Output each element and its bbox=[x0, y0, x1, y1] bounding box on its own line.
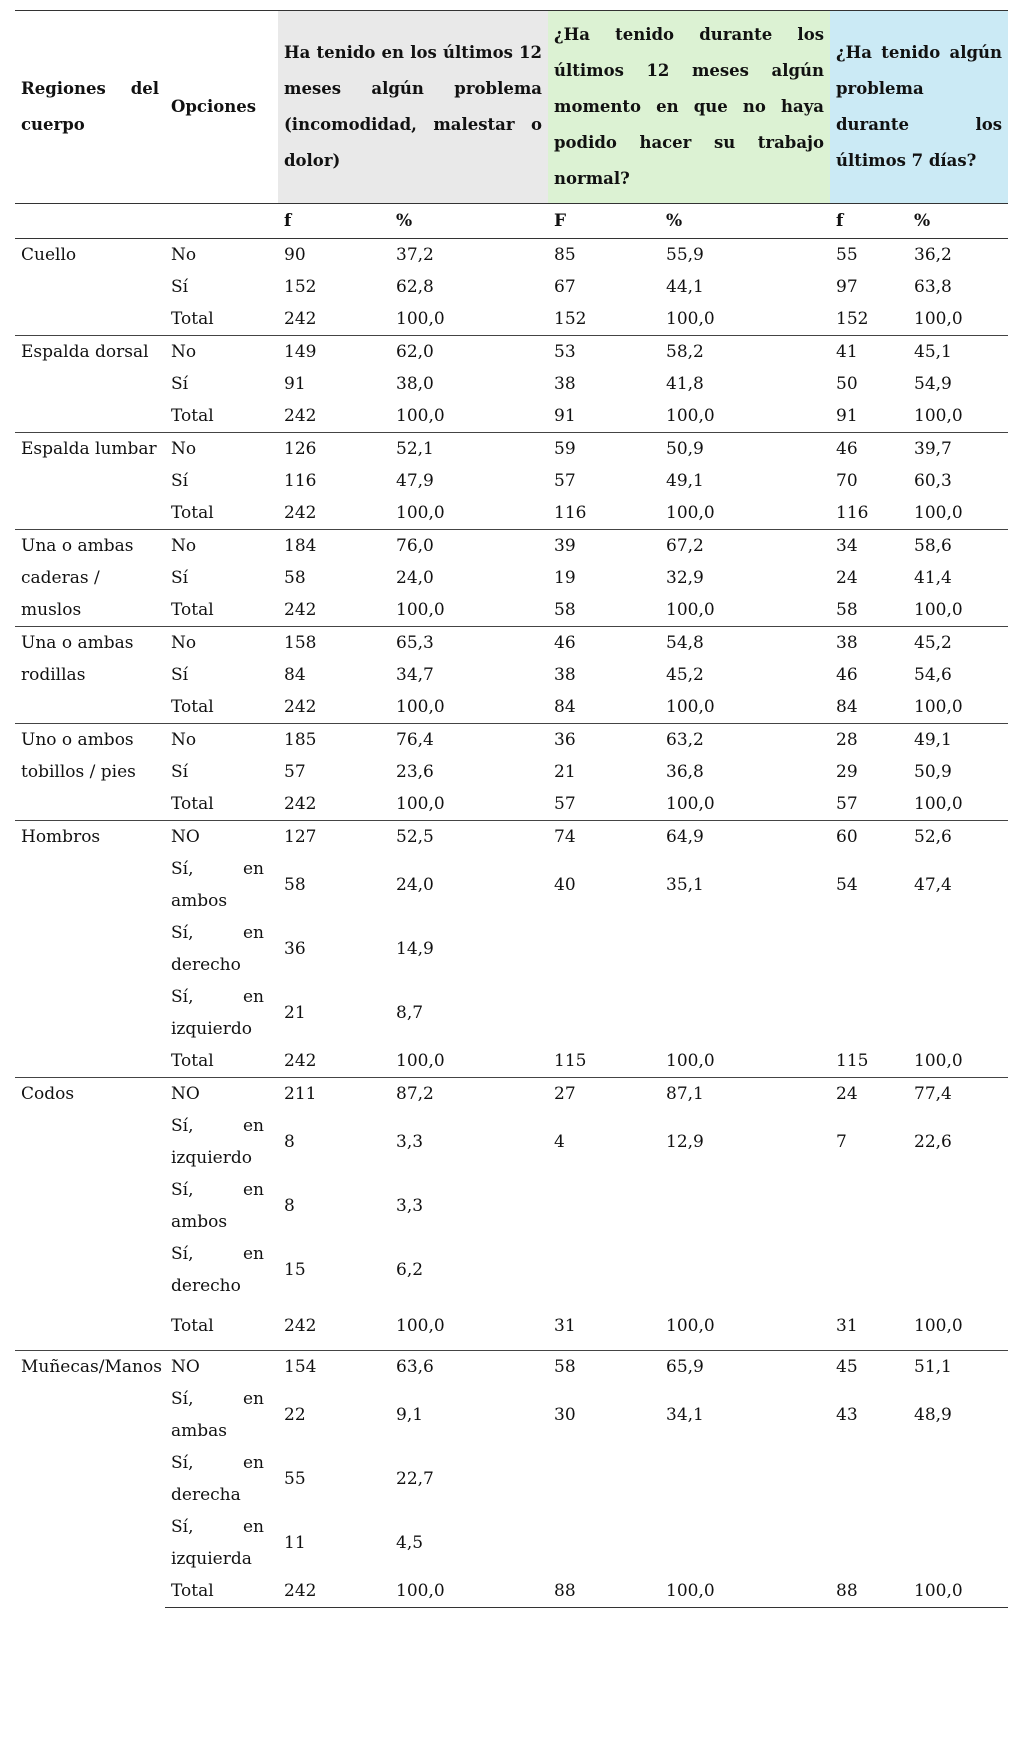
value-cell: 87,2 bbox=[390, 1078, 548, 1111]
value-cell: 100,0 bbox=[914, 600, 963, 620]
value-cell: 100,0 bbox=[914, 1316, 963, 1336]
value-cell: 45,2 bbox=[666, 665, 704, 685]
region-cell: Muñecas/Manos bbox=[15, 1351, 165, 1608]
value-cell: 3,3 bbox=[396, 1132, 424, 1152]
value-cell: 149 bbox=[278, 336, 390, 369]
value-cell: 46 bbox=[548, 627, 660, 660]
value-cell: 58,6 bbox=[908, 530, 1008, 563]
value-cell: 39 bbox=[548, 530, 660, 563]
value-cell: 100,0 bbox=[666, 1051, 715, 1071]
value-cell: 65,9 bbox=[660, 1351, 830, 1384]
value-cell: 152 bbox=[836, 309, 869, 329]
value-cell: 58 bbox=[284, 568, 306, 588]
value-cell: 23,6 bbox=[396, 762, 434, 782]
option-cell: No bbox=[165, 627, 278, 660]
value-cell: 58 bbox=[554, 600, 576, 620]
subheader-f-q3: f bbox=[830, 204, 908, 239]
value-cell: 40 bbox=[554, 875, 576, 895]
option-cell: Total bbox=[171, 794, 214, 814]
value-cell: 100,0 bbox=[396, 697, 445, 717]
value-cell: 158 bbox=[278, 627, 390, 660]
option-cell: Total bbox=[165, 1575, 278, 1608]
option-cell: Sí bbox=[171, 762, 189, 782]
option-cell: Total bbox=[171, 1316, 214, 1336]
value-cell: 12,9 bbox=[666, 1132, 704, 1152]
value-cell: 49,1 bbox=[908, 724, 1008, 757]
option-cell: No bbox=[165, 239, 278, 272]
value-cell: 242 bbox=[284, 309, 317, 329]
value-cell: 57 bbox=[836, 794, 858, 814]
subheader-empty bbox=[165, 204, 278, 239]
value-cell: 90 bbox=[278, 239, 390, 272]
value-cell bbox=[548, 1511, 660, 1575]
value-cell: 21 bbox=[554, 762, 576, 782]
value-cell: 57 bbox=[554, 794, 576, 814]
value-cell: 242 bbox=[284, 406, 317, 426]
value-cell: 24,0 bbox=[396, 875, 434, 895]
value-cell: 126 bbox=[278, 433, 390, 466]
value-cell: 63,8 bbox=[914, 277, 952, 297]
value-cell: 100,0 bbox=[396, 406, 445, 426]
region-cell: Espalda lumbar bbox=[15, 433, 165, 530]
option-cell: Sí, en izquierda bbox=[171, 1517, 264, 1569]
value-cell: 74 bbox=[548, 821, 660, 854]
value-cell bbox=[830, 981, 908, 1045]
option-cell: NO bbox=[165, 1351, 278, 1384]
value-cell: 242 bbox=[284, 794, 317, 814]
value-cell: 127 bbox=[278, 821, 390, 854]
value-cell: 45,2 bbox=[908, 627, 1008, 660]
value-cell: 41,8 bbox=[666, 374, 704, 394]
option-cell: Sí, en ambos bbox=[171, 1180, 264, 1232]
value-cell: 35,1 bbox=[666, 875, 704, 895]
option-cell: Sí, en derecho bbox=[171, 1244, 264, 1296]
table-header bbox=[15, 11, 1008, 239]
region-cell: Una o ambas caderas / muslos bbox=[15, 530, 165, 627]
value-cell: 100,0 bbox=[660, 1575, 830, 1608]
value-cell: 91 bbox=[836, 406, 858, 426]
value-cell: 47,4 bbox=[914, 875, 952, 895]
value-cell: 38 bbox=[554, 374, 576, 394]
value-cell: 100,0 bbox=[396, 600, 445, 620]
table-row bbox=[15, 530, 1008, 563]
table-row bbox=[15, 239, 1008, 272]
value-cell: 29 bbox=[836, 762, 858, 782]
option-cell: Total bbox=[171, 600, 214, 620]
value-cell bbox=[660, 1174, 830, 1238]
value-cell: 100,0 bbox=[914, 309, 963, 329]
subheader-f-q1: f bbox=[278, 204, 390, 239]
value-cell: 100,0 bbox=[666, 794, 715, 814]
value-cell bbox=[548, 981, 660, 1045]
value-cell: 100,0 bbox=[914, 697, 963, 717]
value-cell: 55,9 bbox=[660, 239, 830, 272]
option-cell: Sí, en izquierdo bbox=[171, 987, 264, 1039]
option-cell: Sí, en ambas bbox=[171, 1389, 264, 1441]
value-cell: 53 bbox=[548, 336, 660, 369]
subheader-empty bbox=[15, 204, 165, 239]
value-cell: 24 bbox=[830, 1078, 908, 1111]
value-cell: 50,9 bbox=[660, 433, 830, 466]
value-cell: 100,0 bbox=[396, 794, 445, 814]
option-cell: Sí bbox=[171, 277, 189, 297]
value-cell: 24 bbox=[836, 568, 858, 588]
value-cell: 100,0 bbox=[396, 503, 445, 523]
value-cell: 7 bbox=[836, 1132, 847, 1152]
option-cell: Total bbox=[171, 406, 214, 426]
value-cell: 100,0 bbox=[390, 1575, 548, 1608]
value-cell: 97 bbox=[836, 277, 858, 297]
value-cell: 31 bbox=[836, 1316, 858, 1336]
value-cell bbox=[908, 917, 1008, 981]
option-cell: NO bbox=[165, 821, 278, 854]
value-cell: 115 bbox=[836, 1051, 869, 1071]
value-cell: 58,2 bbox=[660, 336, 830, 369]
value-cell: 3,3 bbox=[396, 1196, 424, 1216]
value-cell: 100,0 bbox=[666, 697, 715, 717]
value-cell: 28 bbox=[830, 724, 908, 757]
value-cell: 60,3 bbox=[914, 471, 952, 491]
value-cell bbox=[908, 981, 1008, 1045]
value-cell: 46 bbox=[836, 665, 858, 685]
value-cell: 152 bbox=[554, 309, 587, 329]
value-cell: 37,2 bbox=[390, 239, 548, 272]
header-question-12-months: Ha tenido en los últimos 12 meses algún problema (incomodidad, malestar o dolor) bbox=[278, 11, 548, 204]
table-row bbox=[15, 1078, 1008, 1111]
header-question-work-impact: ¿Ha tenido durante los últimos 12 meses algún momento en que no haya podido hacer su trabajo normal? bbox=[548, 11, 830, 204]
value-cell: 22 bbox=[284, 1405, 306, 1425]
value-cell: 85 bbox=[548, 239, 660, 272]
option-cell: Sí bbox=[171, 374, 189, 394]
value-cell bbox=[548, 1238, 660, 1302]
region-cell: Cuello bbox=[15, 239, 165, 336]
region-cell: Uno o ambos tobillos / pies bbox=[15, 724, 165, 821]
value-cell: 45,1 bbox=[908, 336, 1008, 369]
option-cell: NO bbox=[165, 1078, 278, 1111]
value-cell: 44,1 bbox=[666, 277, 704, 297]
value-cell: 100,0 bbox=[666, 503, 715, 523]
value-cell: 242 bbox=[284, 1051, 317, 1071]
value-cell: 116 bbox=[836, 503, 869, 523]
value-cell bbox=[908, 1511, 1008, 1575]
value-cell bbox=[830, 917, 908, 981]
value-cell: 100,0 bbox=[914, 1051, 963, 1071]
subheader-pct-q3: % bbox=[908, 204, 1008, 239]
value-cell: 242 bbox=[284, 503, 317, 523]
value-cell: 24,0 bbox=[396, 568, 434, 588]
value-cell: 55 bbox=[284, 1469, 306, 1489]
subheader-pct-q1: % bbox=[390, 204, 548, 239]
value-cell bbox=[908, 1447, 1008, 1511]
value-cell: 211 bbox=[278, 1078, 390, 1111]
value-cell: 36,2 bbox=[908, 239, 1008, 272]
value-cell: 115 bbox=[554, 1051, 587, 1071]
value-cell: 46 bbox=[830, 433, 908, 466]
results-table-container bbox=[15, 10, 1008, 1608]
value-cell: 88 bbox=[548, 1575, 660, 1608]
option-cell: Total bbox=[171, 697, 214, 717]
value-cell: 21 bbox=[284, 1003, 306, 1023]
value-cell: 62,8 bbox=[396, 277, 434, 297]
value-cell: 152 bbox=[284, 277, 317, 297]
value-cell bbox=[830, 1238, 908, 1302]
option-cell: No bbox=[165, 433, 278, 466]
value-cell: 57 bbox=[554, 471, 576, 491]
table-row bbox=[15, 724, 1008, 757]
value-cell: 9,1 bbox=[396, 1405, 424, 1425]
value-cell: 38,0 bbox=[396, 374, 434, 394]
value-cell: 64,9 bbox=[660, 821, 830, 854]
table-row bbox=[15, 1351, 1008, 1384]
value-cell: 50 bbox=[836, 374, 858, 394]
value-cell: 84 bbox=[554, 697, 576, 717]
value-cell bbox=[830, 1174, 908, 1238]
value-cell: 54 bbox=[836, 875, 858, 895]
value-cell: 91 bbox=[554, 406, 576, 426]
value-cell: 242 bbox=[278, 1575, 390, 1608]
option-cell: No bbox=[165, 530, 278, 563]
value-cell: 52,6 bbox=[908, 821, 1008, 854]
value-cell: 87,1 bbox=[660, 1078, 830, 1111]
value-cell bbox=[660, 917, 830, 981]
value-cell bbox=[830, 1511, 908, 1575]
value-cell: 76,0 bbox=[390, 530, 548, 563]
option-cell: Sí bbox=[171, 568, 189, 588]
value-cell: 55 bbox=[830, 239, 908, 272]
value-cell: 100,0 bbox=[666, 406, 715, 426]
value-cell bbox=[660, 1511, 830, 1575]
value-cell: 38 bbox=[554, 665, 576, 685]
value-cell: 27 bbox=[548, 1078, 660, 1111]
value-cell bbox=[660, 981, 830, 1045]
value-cell bbox=[830, 1447, 908, 1511]
value-cell: 15 bbox=[284, 1260, 306, 1280]
value-cell: 91 bbox=[284, 374, 306, 394]
value-cell: 84 bbox=[836, 697, 858, 717]
value-cell: 8 bbox=[284, 1132, 295, 1152]
value-cell: 116 bbox=[554, 503, 587, 523]
value-cell: 58 bbox=[284, 875, 306, 895]
region-cell: Hombros bbox=[15, 821, 165, 1078]
value-cell: 62,0 bbox=[390, 336, 548, 369]
value-cell: 30 bbox=[554, 1405, 576, 1425]
value-cell: 52,5 bbox=[390, 821, 548, 854]
value-cell: 34,1 bbox=[666, 1405, 704, 1425]
value-cell: 76,4 bbox=[390, 724, 548, 757]
subheader-pct-q2: % bbox=[660, 204, 830, 239]
header-question-7-days: ¿Ha tenido algún problema durante los últimos 7 días? bbox=[830, 11, 1008, 204]
value-cell: 58 bbox=[548, 1351, 660, 1384]
value-cell bbox=[548, 1447, 660, 1511]
value-cell: 100,0 bbox=[914, 794, 963, 814]
value-cell: 242 bbox=[284, 1316, 317, 1336]
value-cell: 48,9 bbox=[914, 1405, 952, 1425]
value-cell: 84 bbox=[284, 665, 306, 685]
value-cell: 43 bbox=[836, 1405, 858, 1425]
table-row bbox=[15, 433, 1008, 466]
option-cell: Sí, en derecha bbox=[171, 1453, 264, 1505]
value-cell: 57 bbox=[284, 762, 306, 782]
value-cell: 11 bbox=[284, 1533, 306, 1553]
musculoskeletal-results-table bbox=[15, 10, 1008, 1608]
value-cell: 31 bbox=[554, 1316, 576, 1336]
value-cell bbox=[660, 1238, 830, 1302]
header-options: Opciones bbox=[165, 11, 278, 204]
value-cell: 22,7 bbox=[396, 1469, 434, 1489]
value-cell: 242 bbox=[284, 600, 317, 620]
value-cell: 8,7 bbox=[396, 1003, 424, 1023]
option-cell: Sí bbox=[171, 471, 189, 491]
value-cell bbox=[548, 917, 660, 981]
value-cell: 36 bbox=[284, 939, 306, 959]
value-cell: 58 bbox=[836, 600, 858, 620]
value-cell: 6,2 bbox=[396, 1260, 424, 1280]
table-row bbox=[15, 821, 1008, 854]
value-cell: 100,0 bbox=[396, 1051, 445, 1071]
value-cell: 59 bbox=[548, 433, 660, 466]
value-cell bbox=[548, 1174, 660, 1238]
value-cell bbox=[660, 1447, 830, 1511]
value-cell: 52,1 bbox=[390, 433, 548, 466]
option-cell: No bbox=[165, 336, 278, 369]
value-cell: 242 bbox=[284, 697, 317, 717]
value-cell bbox=[908, 1174, 1008, 1238]
value-cell: 60 bbox=[830, 821, 908, 854]
value-cell: 50,9 bbox=[914, 762, 952, 782]
value-cell: 70 bbox=[836, 471, 858, 491]
value-cell: 100,0 bbox=[396, 1316, 445, 1336]
value-cell: 41 bbox=[830, 336, 908, 369]
value-cell: 14,9 bbox=[396, 939, 434, 959]
value-cell: 100,0 bbox=[914, 406, 963, 426]
value-cell: 65,3 bbox=[390, 627, 548, 660]
option-cell: No bbox=[165, 724, 278, 757]
value-cell: 88 bbox=[830, 1575, 908, 1608]
option-cell: Total bbox=[171, 503, 214, 523]
value-cell: 47,9 bbox=[396, 471, 434, 491]
value-cell: 154 bbox=[278, 1351, 390, 1384]
option-cell: Sí, en derecho bbox=[171, 923, 264, 975]
option-cell: Total bbox=[171, 309, 214, 329]
value-cell: 67,2 bbox=[660, 530, 830, 563]
value-cell: 100,0 bbox=[908, 1575, 1008, 1608]
option-cell: Total bbox=[171, 1051, 214, 1071]
value-cell: 38 bbox=[830, 627, 908, 660]
value-cell: 49,1 bbox=[666, 471, 704, 491]
value-cell: 184 bbox=[278, 530, 390, 563]
value-cell: 63,6 bbox=[390, 1351, 548, 1384]
value-cell: 32,9 bbox=[666, 568, 704, 588]
option-cell: Sí, en izquierdo bbox=[171, 1116, 264, 1168]
value-cell: 36,8 bbox=[666, 762, 704, 782]
region-cell: Una o ambas rodillas bbox=[15, 627, 165, 724]
subheader-f-q2: F bbox=[548, 204, 660, 239]
value-cell: 45 bbox=[830, 1351, 908, 1384]
value-cell: 51,1 bbox=[908, 1351, 1008, 1384]
value-cell: 54,8 bbox=[660, 627, 830, 660]
value-cell: 67 bbox=[554, 277, 576, 297]
value-cell: 34,7 bbox=[396, 665, 434, 685]
value-cell: 116 bbox=[284, 471, 317, 491]
value-cell: 100,0 bbox=[914, 503, 963, 523]
value-cell: 22,6 bbox=[914, 1132, 952, 1152]
header-regions: Regiones del cuerpo bbox=[15, 11, 165, 204]
value-cell: 100,0 bbox=[666, 309, 715, 329]
region-cell: Codos bbox=[15, 1078, 165, 1351]
table-row bbox=[15, 627, 1008, 660]
value-cell: 36 bbox=[548, 724, 660, 757]
value-cell: 34 bbox=[830, 530, 908, 563]
value-cell: 77,4 bbox=[908, 1078, 1008, 1111]
value-cell bbox=[908, 1238, 1008, 1302]
value-cell: 100,0 bbox=[396, 309, 445, 329]
value-cell: 19 bbox=[554, 568, 576, 588]
table-body bbox=[15, 239, 1008, 1608]
value-cell: 100,0 bbox=[666, 600, 715, 620]
region-cell: Espalda dorsal bbox=[15, 336, 165, 433]
value-cell: 4 bbox=[554, 1132, 565, 1152]
value-cell: 185 bbox=[278, 724, 390, 757]
value-cell: 41,4 bbox=[914, 568, 952, 588]
value-cell: 54,9 bbox=[914, 374, 952, 394]
option-cell: Sí bbox=[171, 665, 189, 685]
value-cell: 39,7 bbox=[908, 433, 1008, 466]
value-cell: 54,6 bbox=[914, 665, 952, 685]
value-cell: 63,2 bbox=[660, 724, 830, 757]
option-cell: Sí, en ambos bbox=[171, 859, 264, 911]
value-cell: 4,5 bbox=[396, 1533, 424, 1553]
table-row bbox=[15, 336, 1008, 369]
value-cell: 8 bbox=[284, 1196, 295, 1216]
value-cell: 100,0 bbox=[666, 1316, 715, 1336]
